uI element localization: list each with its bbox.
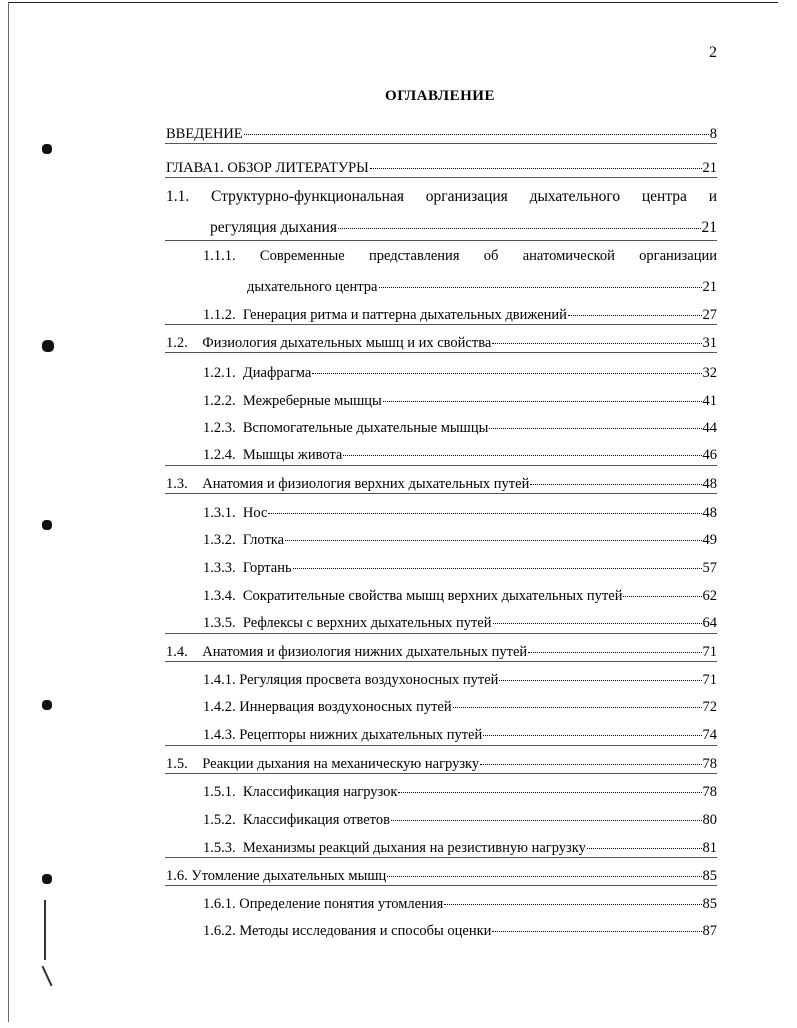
dot-leader bbox=[568, 300, 702, 316]
toc-entry-label: 1.2.2. Межреберные мышцы bbox=[203, 392, 382, 409]
toc-entry-page: 71 bbox=[702, 671, 717, 688]
toc-entry-label: 1.2.3. Вспомогательные дыхательные мышцы bbox=[203, 419, 489, 436]
toc-entry-1-3[interactable] bbox=[166, 472, 717, 493]
page-edge-left bbox=[8, 2, 9, 1022]
toc-entry-page: 48 bbox=[702, 475, 717, 492]
dot-leader bbox=[244, 119, 709, 135]
toc-entry-page: 32 bbox=[702, 364, 717, 381]
toc-entry-label: 1.5.3. Механизмы реакций дыхания на резистивную нагрузку bbox=[203, 839, 586, 856]
dot-leader bbox=[492, 328, 701, 344]
toc-entry-1-3-3[interactable] bbox=[203, 556, 717, 577]
binding-hole-mark bbox=[42, 700, 52, 710]
row-divider bbox=[165, 177, 717, 178]
toc-word: организации bbox=[639, 248, 717, 264]
toc-entry-1-4-2[interactable] bbox=[203, 695, 717, 716]
toc-entry-page: 48 bbox=[702, 504, 717, 521]
toc-entry-1-3-4[interactable] bbox=[203, 584, 717, 605]
row-divider bbox=[165, 352, 717, 353]
toc-entry-page: 46 bbox=[702, 446, 717, 463]
toc-entry-page: 21 bbox=[702, 159, 717, 176]
toc-entry-label: 1.1.2. Генерация ритма и паттерна дыхательных движений bbox=[203, 306, 567, 323]
scan-artifact-line bbox=[41, 966, 52, 987]
page-number: 2 bbox=[709, 44, 717, 61]
toc-entry-1-2[interactable] bbox=[166, 331, 717, 352]
toc-entry-1-2-2[interactable] bbox=[203, 389, 717, 410]
toc-title: ОГЛАВЛЕНИЕ bbox=[385, 88, 495, 104]
row-divider bbox=[165, 240, 717, 241]
row-divider bbox=[165, 885, 717, 886]
toc-entry-page: 85 bbox=[702, 895, 717, 912]
toc-entry-chapter-1[interactable] bbox=[166, 156, 717, 177]
toc-entry-page: 81 bbox=[702, 839, 717, 856]
dot-leader bbox=[492, 916, 701, 932]
dot-leader bbox=[312, 358, 701, 374]
toc-entry-page: 78 bbox=[702, 755, 717, 772]
toc-entry-number: 1.1. bbox=[166, 188, 190, 205]
toc-entry-number: 1.1.1. bbox=[203, 248, 236, 264]
toc-word: центра bbox=[641, 188, 687, 205]
dot-leader bbox=[587, 833, 702, 849]
toc-entry-label: 1.5. Реакции дыхания на механическую нагрузку bbox=[166, 755, 480, 772]
toc-entry-label-cont: дыхательного центра bbox=[247, 278, 378, 295]
dot-leader bbox=[379, 272, 702, 288]
dot-leader bbox=[338, 212, 701, 229]
toc-entry-1-6-1[interactable] bbox=[203, 892, 717, 913]
toc-entry-label: 1.5.1. Классификация нагрузок bbox=[203, 783, 398, 800]
toc-entry-page: 41 bbox=[702, 392, 717, 409]
dot-leader bbox=[623, 581, 701, 597]
toc-entry-label: ВВЕДЕНИЕ bbox=[166, 125, 243, 142]
toc-entry-1-2-3[interactable] bbox=[203, 416, 717, 437]
toc-entry-1-5-2[interactable] bbox=[203, 808, 717, 829]
toc-entry-1-4-1[interactable] bbox=[203, 668, 717, 689]
row-divider bbox=[165, 633, 717, 634]
dot-leader bbox=[528, 637, 701, 653]
toc-entry-label: 1.3.3. Гортань bbox=[203, 559, 292, 576]
toc-entry-intro[interactable] bbox=[166, 122, 717, 143]
toc-entry-label-cont: регуляция дыхания bbox=[210, 218, 337, 236]
toc-entry-page: 78 bbox=[702, 783, 717, 800]
toc-entry-label: 1.2. Физиология дыхательных мышц и их свойства bbox=[166, 334, 492, 351]
toc-entry-label: ГЛАВА1. ОБЗОР ЛИТЕРАТУРЫ bbox=[166, 159, 369, 176]
row-divider bbox=[165, 143, 717, 144]
toc-entry-1-6[interactable] bbox=[166, 864, 717, 885]
row-divider bbox=[165, 773, 717, 774]
dot-leader bbox=[398, 777, 701, 793]
toc-word: анатомической bbox=[522, 248, 615, 264]
row-divider bbox=[165, 661, 717, 662]
binding-hole-mark bbox=[42, 340, 54, 352]
toc-entry-page: 74 bbox=[702, 726, 717, 743]
row-divider bbox=[165, 745, 717, 746]
toc-entry-page: 31 bbox=[702, 334, 717, 351]
scan-artifact-line bbox=[44, 900, 46, 960]
toc-entry-1-1-1[interactable] bbox=[203, 248, 717, 296]
toc-word: организация bbox=[425, 188, 508, 205]
toc-entry-label: 1.4.2. Иннервация воздухоносных путей bbox=[203, 698, 452, 715]
toc-word: представления bbox=[368, 248, 460, 264]
toc-entry-page: 64 bbox=[702, 614, 717, 631]
toc-word: и bbox=[708, 188, 717, 205]
toc-entry-label: 1.2.4. Мышцы живота bbox=[203, 446, 343, 463]
toc-entry-1-5-3[interactable] bbox=[203, 836, 717, 857]
toc-entry-1-4[interactable] bbox=[166, 640, 717, 661]
dot-leader bbox=[453, 692, 702, 708]
toc-entry-1-1-2[interactable] bbox=[203, 303, 717, 324]
dot-leader bbox=[370, 153, 702, 169]
toc-entry-1-5-1[interactable] bbox=[203, 780, 717, 801]
toc-entry-page: 57 bbox=[702, 559, 717, 576]
toc-entry-1-6-2[interactable] bbox=[203, 919, 717, 940]
toc-entry-page: 44 bbox=[702, 419, 717, 436]
dot-leader bbox=[499, 665, 701, 681]
toc-entry-page: 85 bbox=[702, 867, 717, 884]
row-divider bbox=[165, 493, 717, 494]
toc-word: Структурно-функциональная bbox=[211, 188, 404, 205]
dot-leader bbox=[343, 440, 701, 456]
toc-entry-1-1[interactable] bbox=[166, 188, 717, 237]
dot-leader bbox=[444, 889, 701, 905]
toc-entry-page: 21 bbox=[702, 278, 717, 295]
toc-entry-label: 1.3.5. Рефлексы с верхних дыхательных путей bbox=[203, 614, 492, 631]
dot-leader bbox=[480, 749, 701, 765]
toc-entry-label: 1.2.1. Диафрагма bbox=[203, 364, 312, 381]
dot-leader bbox=[383, 386, 702, 402]
toc-entry-label: 1.3.4. Сократительные свойства мышц верхних дыхательных путей bbox=[203, 587, 623, 604]
toc-word: об bbox=[483, 248, 499, 264]
dot-leader bbox=[387, 861, 701, 877]
toc-entry-label: 1.3.2. Глотка bbox=[203, 531, 285, 548]
toc-entry-page: 8 bbox=[709, 125, 717, 142]
toc-entry-1-2-4[interactable] bbox=[203, 443, 717, 464]
toc-entry-page: 21 bbox=[701, 218, 717, 236]
toc-entry-label: 1.5.2. Классификация ответов bbox=[203, 811, 390, 828]
toc-entry-page: 62 bbox=[702, 587, 717, 604]
dot-leader bbox=[530, 469, 701, 485]
dot-leader bbox=[493, 608, 702, 624]
toc-entry-1-4-3[interactable] bbox=[203, 723, 717, 744]
dot-leader bbox=[483, 720, 701, 736]
toc-entry-page: 72 bbox=[702, 698, 717, 715]
toc-entry-label: 1.6.2. Методы исследования и способы оценки bbox=[203, 922, 492, 939]
toc-entry-page: 71 bbox=[702, 643, 717, 660]
row-divider bbox=[165, 324, 717, 325]
toc-entry-page: 27 bbox=[702, 306, 717, 323]
toc-word: дыхательного bbox=[529, 188, 621, 205]
dot-leader bbox=[285, 525, 701, 541]
toc-entry-page: 87 bbox=[702, 922, 717, 939]
binding-hole-mark bbox=[42, 144, 52, 154]
toc-entry-label: 1.4. Анатомия и физиология нижних дыхательных путей bbox=[166, 643, 528, 660]
toc-entry-1-3-1[interactable] bbox=[203, 501, 717, 522]
toc-entry-label: 1.4.1. Регуляция просвета воздухоносных путей bbox=[203, 671, 499, 688]
dot-leader bbox=[293, 553, 702, 569]
row-divider bbox=[165, 857, 717, 858]
dot-leader bbox=[391, 805, 702, 821]
page-edge-top bbox=[8, 2, 778, 3]
toc-entry-1-5[interactable] bbox=[166, 752, 717, 773]
row-divider bbox=[165, 465, 717, 466]
toc-entry-label: 1.6.1. Определение понятия утомления bbox=[203, 895, 444, 912]
dot-leader bbox=[489, 413, 701, 429]
toc-entry-label: 1.3.1. Нос bbox=[203, 504, 268, 521]
toc-entry-1-2-1[interactable] bbox=[203, 361, 717, 382]
toc-entry-1-3-5[interactable] bbox=[203, 611, 717, 632]
binding-hole-mark bbox=[42, 520, 52, 530]
toc-entry-label: 1.6. Утомление дыхательных мышц bbox=[166, 867, 387, 884]
toc-word: Современные bbox=[259, 248, 345, 264]
toc-entry-page: 49 bbox=[702, 531, 717, 548]
toc-entry-label: 1.3. Анатомия и физиология верхних дыхательных путей bbox=[166, 475, 530, 492]
dot-leader bbox=[268, 498, 701, 514]
toc-entry-page: 80 bbox=[702, 811, 717, 828]
toc-entry-label: 1.4.3. Рецепторы нижних дыхательных путей bbox=[203, 726, 483, 743]
binding-hole-mark bbox=[42, 874, 52, 884]
toc-entry-1-3-2[interactable] bbox=[203, 528, 717, 549]
